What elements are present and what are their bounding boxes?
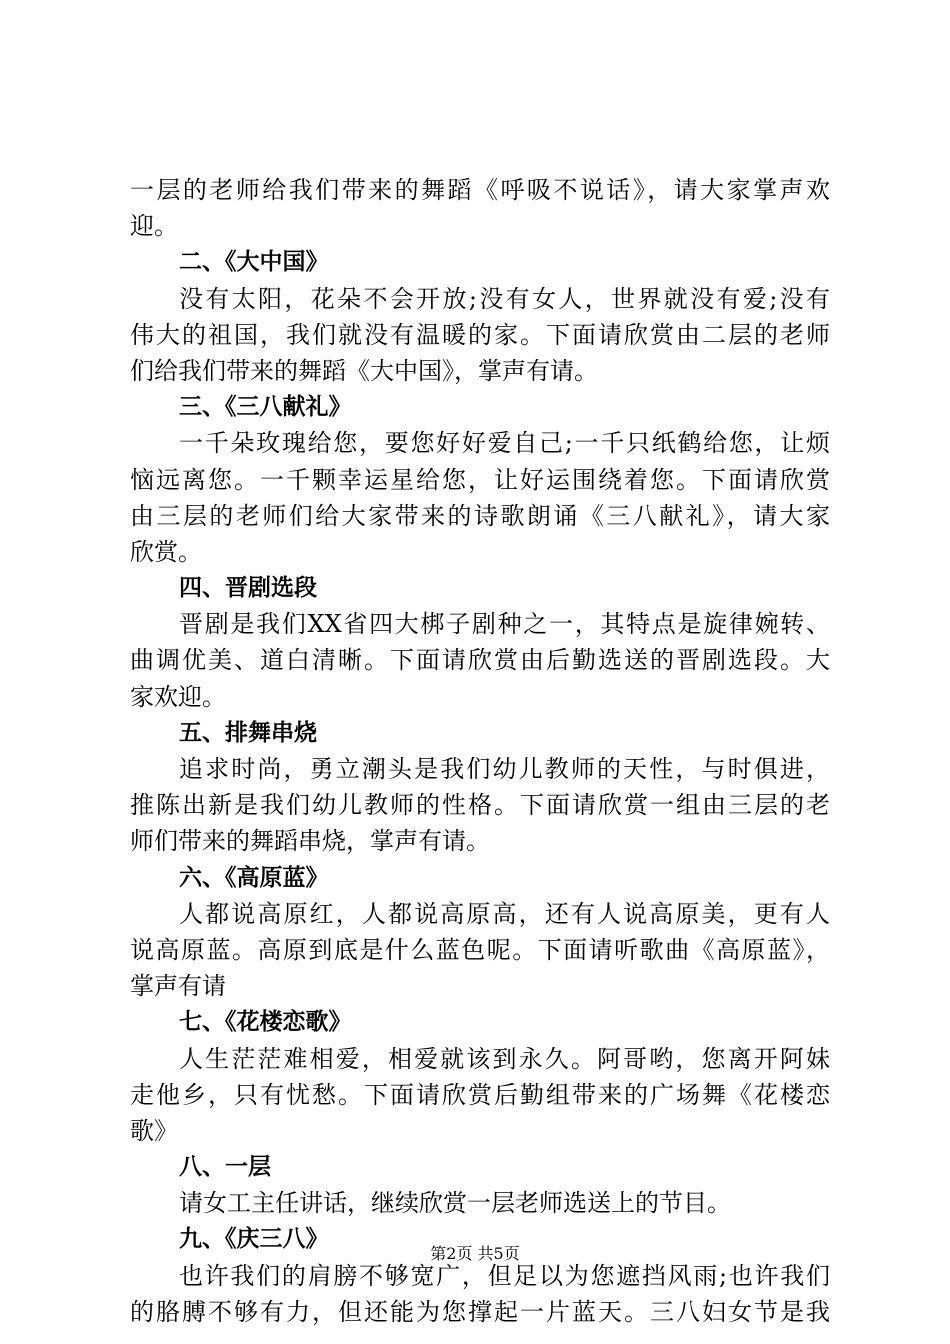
paragraph-line: 欣赏。	[130, 537, 202, 566]
paragraph-line: 恼远离您。一千颗幸运星给您，让好运围绕着您。下面请欣赏	[130, 465, 830, 494]
section-heading: 三、《三八献礼》	[179, 394, 352, 421]
paragraph-line: 伟大的祖国，我们就没有温暖的家。下面请欣赏由二层的老师	[130, 320, 830, 349]
paragraph-line: 迎。	[130, 212, 178, 241]
paragraph-line: 晋剧是我们XX省四大梆子剧种之一，其特点是旋律婉转、	[179, 610, 830, 639]
section-heading: 六、《高原蓝》	[179, 864, 329, 891]
paragraph-line: 走他乡，只有忧愁。下面请欣赏后勤组带来的广场舞《花楼恋	[130, 1080, 830, 1109]
paragraph-line: 曲调优美、道白清晰。下面请欣赏由后勤选送的晋剧选段。大	[130, 646, 830, 675]
paragraph-line: 人生茫茫难相爱，相爱就该到永久。阿哥哟，您离开阿妹	[179, 1044, 830, 1073]
paragraph-line: 的胳膊不够有力，但还能为您撑起一片蓝天。三八妇女节是我	[130, 1297, 830, 1326]
paragraph-line: 一层的老师给我们带来的舞蹈《呼吸不说话》，请大家掌声欢	[130, 176, 830, 204]
paragraph-line: 说高原蓝。高原到底是什么蓝色呢。下面请听歌曲《高原蓝》，	[130, 935, 830, 964]
paragraph-line: 推陈出新是我们幼儿教师的性格。下面请欣赏一组由三层的老	[130, 791, 830, 820]
section-heading: 九、《庆三八》	[179, 1226, 329, 1253]
page-number-footer: 第2页 共5页	[430, 1244, 520, 1263]
section-heading: 八、一层	[179, 1154, 271, 1181]
paragraph-line: 家欢迎。	[130, 682, 226, 711]
paragraph-line: 也许我们的肩膀不够宽广，但足以为您遮挡风雨;也许我们	[179, 1261, 830, 1290]
paragraph-line: 由三层的老师们给大家带来的诗歌朗诵《三八献礼》，请大家	[130, 501, 830, 530]
paragraph-line: 没有太阳，花朵不会开放;没有女人，世界就没有爱;没有	[179, 284, 830, 313]
section-heading: 二、《大中国》	[179, 249, 329, 276]
paragraph-line: 人都说高原红，人都说高原高，还有人说高原美，更有人	[179, 899, 830, 928]
paragraph-line: 一千朵玫瑰给您，要您好好爱自己;一千只纸鹤给您，让烦	[179, 429, 830, 458]
paragraph-line: 请女工主任讲话，继续欣赏一层老师选送上的节目。	[179, 1189, 731, 1218]
paragraph-line: 们给我们带来的舞蹈《大中国》，掌声有请。	[130, 356, 598, 385]
paragraph-line: 掌声有请	[130, 972, 226, 1001]
section-heading: 四、晋剧选段	[179, 575, 317, 602]
paragraph-line: 师们带来的舞蹈串烧，掌声有请。	[130, 827, 490, 856]
paragraph-line: 歌》	[130, 1116, 178, 1145]
section-heading: 五、排舞串烧	[179, 719, 317, 746]
section-heading: 七、《花楼恋歌》	[179, 1009, 352, 1036]
document-body	[130, 172, 830, 1330]
paragraph-line: 追求时尚，勇立潮头是我们幼儿教师的天性，与时俱进，	[179, 755, 830, 783]
